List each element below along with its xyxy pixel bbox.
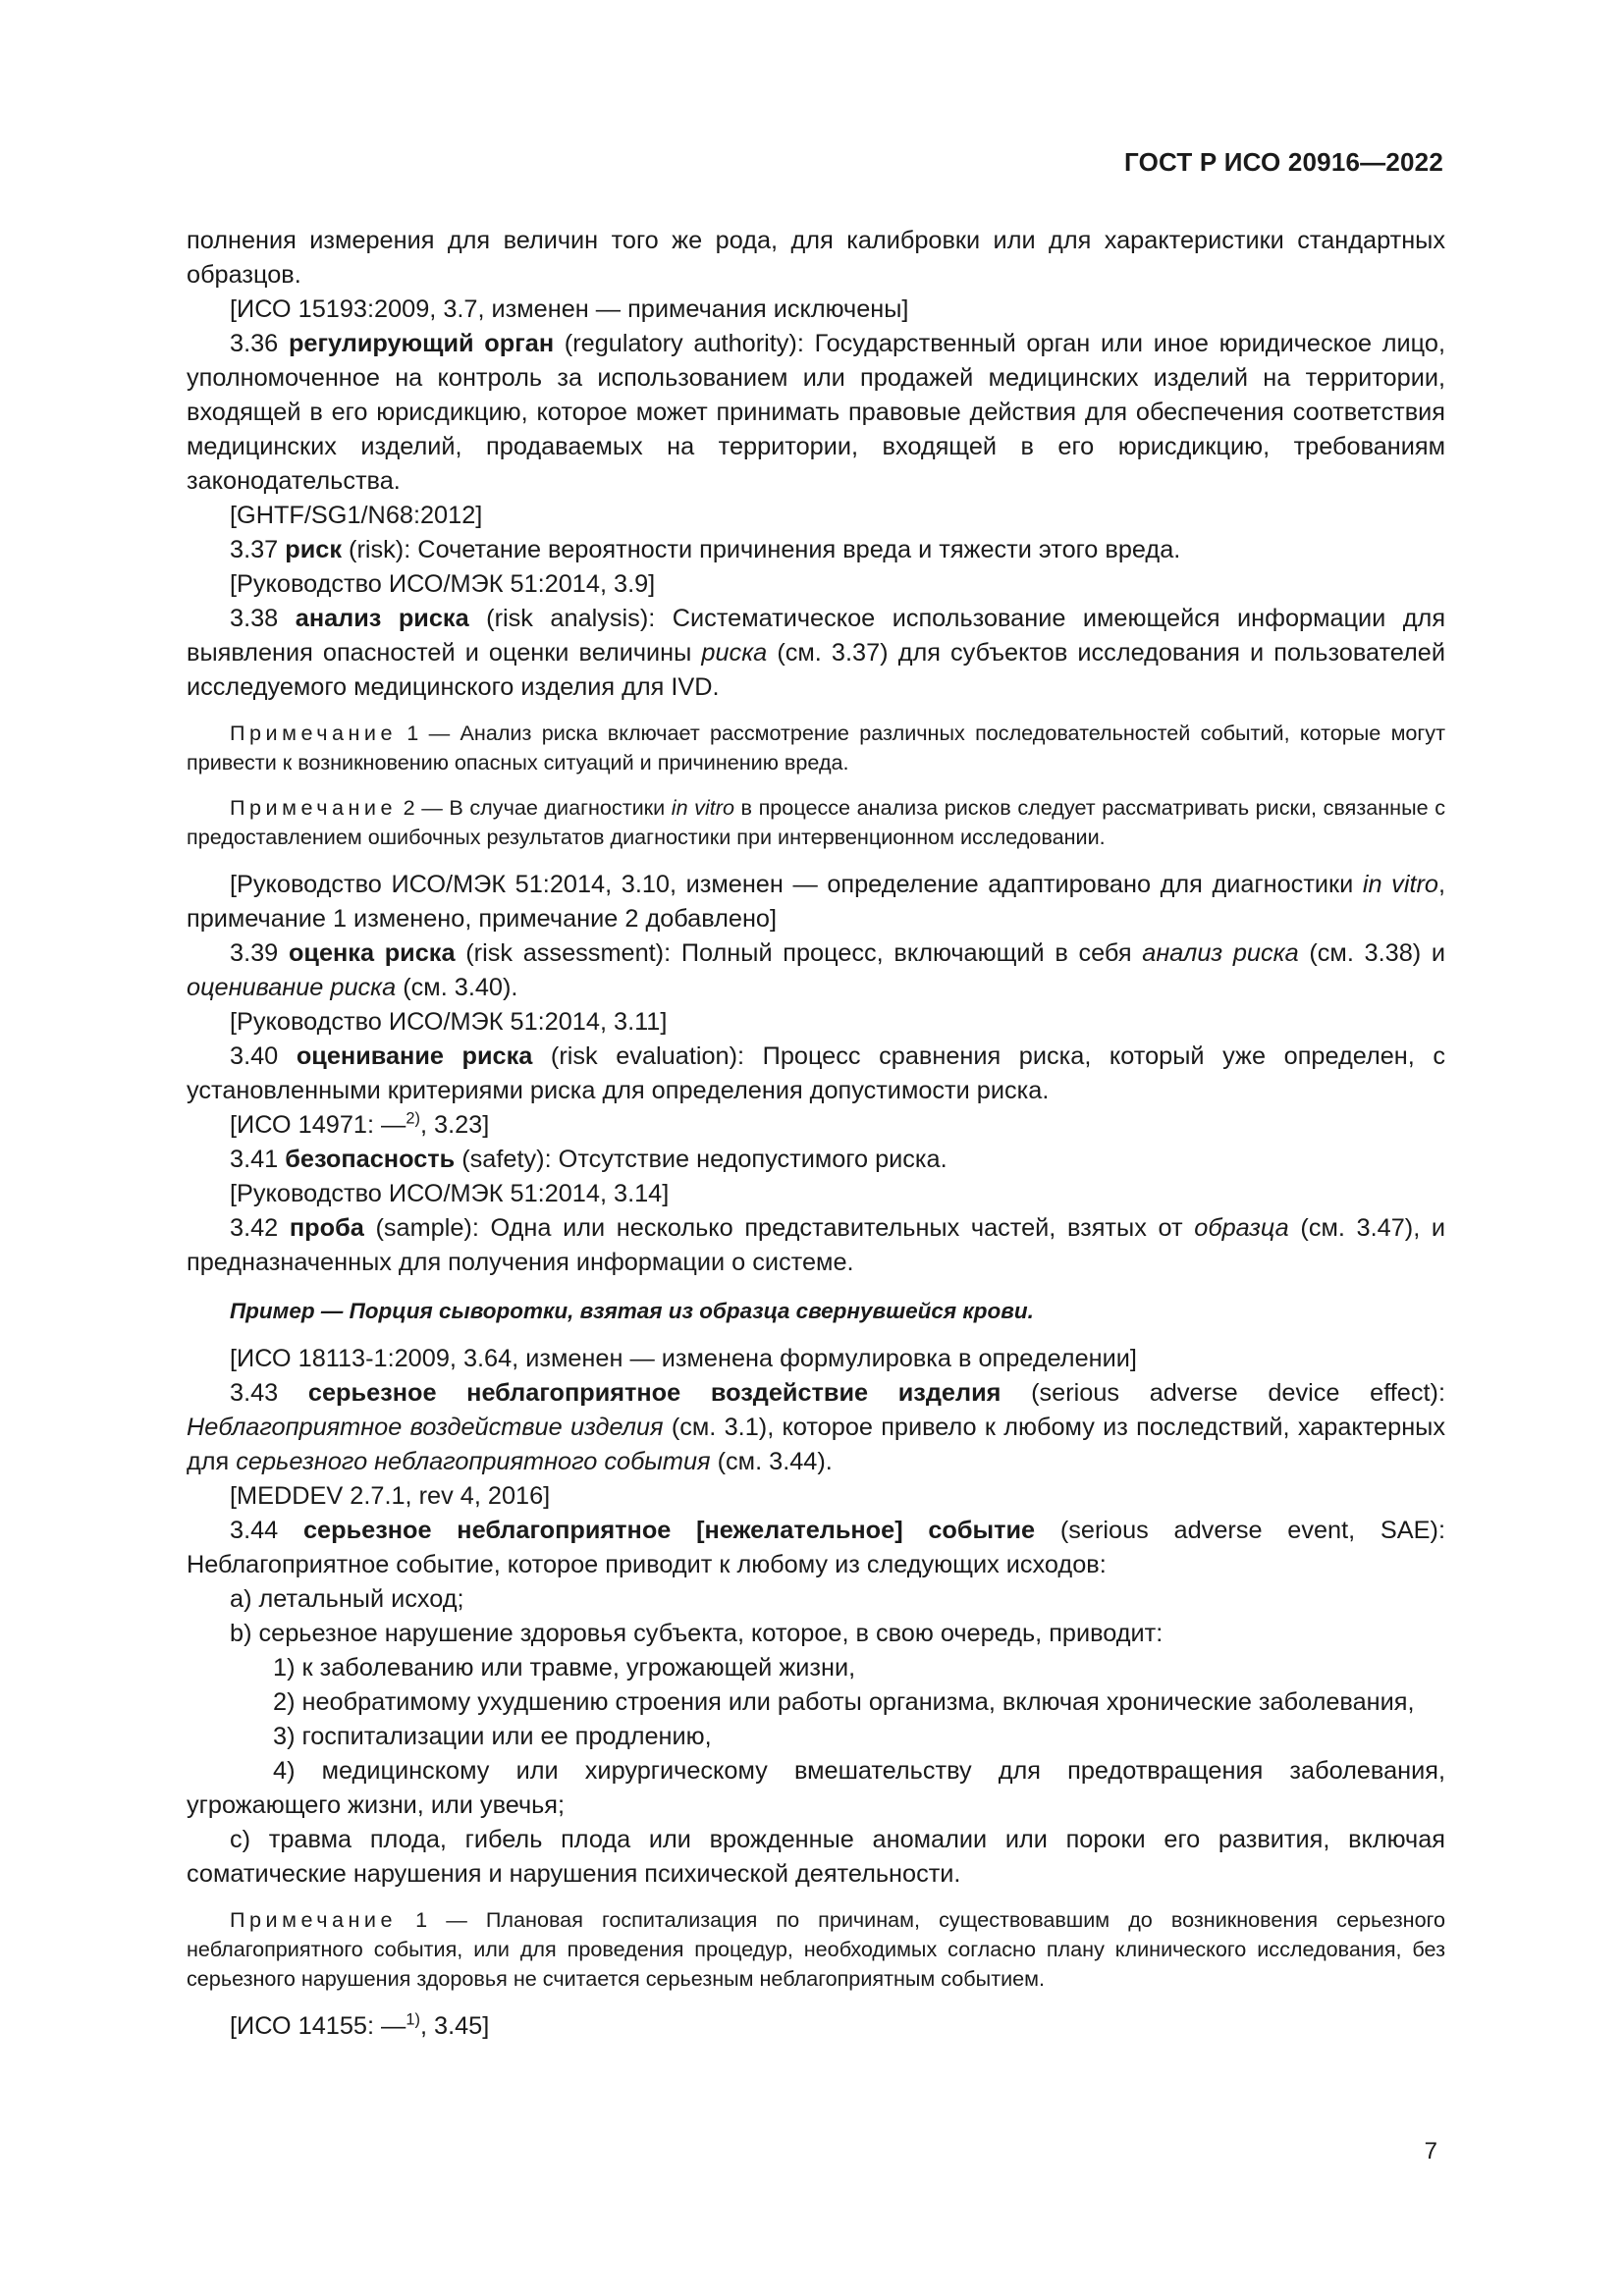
term-definition: (см. 3.38) и: [1309, 939, 1446, 967]
reference-text: [ИСО 14971: —: [230, 1111, 406, 1139]
term-definition: Систематическое использование имеющейся информации для выявления опасностей и оценки величины: [187, 605, 1446, 667]
reference-ghtf: [GHTF/SG1/N68:2012]: [230, 502, 483, 529]
example-3-42: Пример — Порция сыворотки, взятая из образца свернувшейся крови.: [230, 1299, 1034, 1323]
note-text: Анализ риска включает рассмотрение различных последовательностей событий, которые могут привести к возникновению опасных ситуаций и причинению вреда.: [187, 721, 1445, 774]
note-label: Примечание: [230, 721, 397, 745]
term-english: (sample):: [375, 1214, 479, 1242]
reference-guide-3-10: [187, 868, 1445, 936]
note-text-italic: in vitro: [671, 795, 734, 820]
term-definition: (см. 3.40).: [403, 974, 518, 1001]
term-definition: (см. 3.1), которое привело к любому из последствий, характерных для: [187, 1414, 1445, 1475]
reference-text: [Руководство ИСО/МЭК 51:2014, 3.10, изменен — определение адаптировано для диагностики: [230, 871, 1354, 898]
continuation-paragraph: полнения измерения для величин того же рода, для калибровки или для характеристики стандартных образцов.: [187, 227, 1445, 289]
term-name: анализ риска: [295, 605, 469, 632]
note-number: 1 —: [406, 721, 451, 745]
note-label: Примечание: [230, 795, 397, 820]
term-english: (risk analysis):: [486, 605, 656, 632]
list-item-b3: 3) госпитализации или ее продлению,: [273, 1723, 712, 1750]
term-definition: Одна или несколько представительных частей, взятых от: [490, 1214, 1183, 1242]
note-text: Плановая госпитализация по причинам, существовавшим до возникновения серьезного неблагоприятного события, или для проведения процедур, необходимых согласно плану клинического исследования, без серьезного нарушения здоровья не считается серьезным неблагоприятным событием.: [187, 1907, 1446, 1991]
term-english: (serious adverse event, SAE):: [1059, 1517, 1445, 1544]
term-name: оценка риска: [288, 939, 456, 967]
term-name: серьезное неблагоприятное воздействие изделия: [307, 1379, 1001, 1407]
term-number: 3.41: [230, 1146, 279, 1173]
term-definition-italic: риска: [701, 639, 768, 667]
term-3-42: [187, 1211, 1445, 1280]
term-3-37: [187, 533, 1445, 567]
list-item-b4: 4) медицинскому или хирургическому вмешательству для предотвращения заболевания, угрожающего жизни, или увечья;: [187, 1757, 1445, 1819]
note-number: 2 —: [403, 795, 443, 820]
term-english: (risk):: [349, 536, 411, 563]
note-3-38-2: [187, 793, 1445, 852]
reference-italic: in vitro: [1362, 871, 1438, 898]
term-english: (risk assessment):: [465, 939, 672, 967]
term-definition: Отсутствие недопустимого риска.: [558, 1146, 947, 1173]
footnote-mark: 1): [406, 2010, 420, 2029]
term-english: (regulatory authority):: [564, 330, 804, 357]
term-number: 3.37: [230, 536, 279, 563]
list-item-b2: 2) необратимому ухудшению строения или работы организма, включая хронические заболевания,: [273, 1688, 1415, 1716]
term-number: 3.40: [230, 1042, 279, 1070]
term-number: 3.44: [230, 1517, 279, 1544]
term-definition: Государственный орган или иное юридическое лицо, уполномоченное на контроль за использованием или продажей медицинских изделий на территории, входящей в его юрисдикцию, которое может принимать правовые действия для обеспечения соответствия медицинских изделий, продаваемых на территории, входящей в его юрисдикцию, требованиям законодательства.: [187, 330, 1445, 495]
term-name: безопасность: [285, 1146, 456, 1173]
reference-guide-3-14: [Руководство ИСО/МЭК 51:2014, 3.14]: [230, 1180, 670, 1207]
term-definition-italic: образца: [1194, 1214, 1289, 1242]
reference-guide-3-9: [Руководство ИСО/МЭК 51:2014, 3.9]: [230, 570, 656, 598]
term-definition: (см. 3.47), и предназначенных для получения информации о системе.: [187, 1214, 1446, 1276]
term-3-38: [187, 602, 1445, 705]
reference-iso14971: [187, 1108, 1445, 1143]
term-name: риск: [285, 536, 343, 563]
reference-iso18113: [ИСО 18113-1:2009, 3.64, изменен — изменена формулировка в определении]: [230, 1345, 1137, 1372]
term-definition: (см. 3.44).: [717, 1448, 833, 1475]
term-number: 3.43: [230, 1379, 279, 1407]
term-definition-italic: анализ риска: [1142, 939, 1299, 967]
list-item-a: а) летальный исход;: [230, 1585, 464, 1613]
reference-text: , 3.45]: [419, 2012, 490, 2040]
term-3-44: [187, 1514, 1445, 1582]
reference-iso15193: [ИСО 15193:2009, 3.7, изменен — примечания исключены]: [230, 295, 909, 323]
note-number: 1 —: [415, 1907, 467, 1932]
term-definition: Процесс сравнения риска, который уже определен, с установленными критериями риска для определения допустимости риска.: [187, 1042, 1446, 1104]
term-3-36: [187, 327, 1445, 499]
term-definition-italic: оценивание риска: [187, 974, 397, 1001]
page-number: 7: [1424, 2138, 1437, 2164]
reference-text: [ИСО 14155: —: [230, 2012, 406, 2040]
document-header: ГОСТ Р ИСО 20916—2022: [1123, 147, 1443, 177]
term-3-43: [187, 1376, 1445, 1479]
list-item-b: b) серьезное нарушение здоровья субъекта, которое, в свою очередь, приводит:: [230, 1620, 1164, 1647]
term-definition: Полный процесс, включающий в себя: [680, 939, 1132, 967]
term-definition: Сочетание вероятности причинения вреда и тяжести этого вреда.: [417, 536, 1181, 563]
reference-meddev: [MEDDEV 2.7.1, rev 4, 2016]: [230, 1482, 551, 1510]
term-definition: (см. 3.37) для субъектов исследования и пользователей исследуемого медицинского изделия для IVD.: [187, 639, 1445, 701]
term-definition: Неблагоприятное событие, которое приводит к любому из следующих исходов:: [187, 1551, 1107, 1578]
term-english: (safety):: [461, 1146, 552, 1173]
term-number: 3.42: [230, 1214, 279, 1242]
document-body: [187, 224, 1445, 2044]
term-name: оценивание риска: [296, 1042, 533, 1070]
reference-iso14155: [187, 2009, 1445, 2044]
term-english: (risk evaluation):: [550, 1042, 745, 1070]
reference-text: , примечание 1 изменено, примечание 2 добавлено]: [187, 871, 1445, 933]
note-text: В случае диагностики: [449, 795, 666, 820]
reference-guide-3-11: [Руководство ИСО/МЭК 51:2014, 3.11]: [230, 1008, 668, 1036]
term-definition-italic: серьезного неблагоприятного события: [236, 1448, 711, 1475]
term-3-41: [187, 1143, 1445, 1177]
note-3-38-1: [187, 719, 1445, 777]
term-number: 3.38: [230, 605, 279, 632]
footnote-mark: 2): [406, 1109, 420, 1128]
list-item-c: с) травма плода, гибель плода или врожденные аномалии или пороки его развития, включая соматические нарушения и нарушения психической деятельности.: [187, 1826, 1445, 1888]
term-name: регулирующий орган: [288, 330, 555, 357]
term-3-39: [187, 936, 1445, 1005]
term-number: 3.36: [230, 330, 279, 357]
term-definition-italic: Неблагоприятное воздействие изделия: [187, 1414, 664, 1441]
term-3-40: [187, 1040, 1445, 1108]
reference-text: , 3.23]: [419, 1111, 490, 1139]
note-text: в процессе анализа рисков следует рассматривать риски, связанные с предоставлением ошибочных результатов диагностики при интервенционном исследовании.: [187, 795, 1446, 849]
term-english: (serious adverse device effect):: [1031, 1379, 1446, 1407]
term-name: проба: [289, 1214, 364, 1242]
note-label: Примечание: [230, 1907, 397, 1932]
note-3-44-1: [187, 1905, 1445, 1994]
term-name: серьезное неблагоприятное [нежелательное] событие: [302, 1517, 1036, 1544]
term-number: 3.39: [230, 939, 279, 967]
list-item-b1: 1) к заболеванию или травме, угрожающей жизни,: [273, 1654, 856, 1682]
